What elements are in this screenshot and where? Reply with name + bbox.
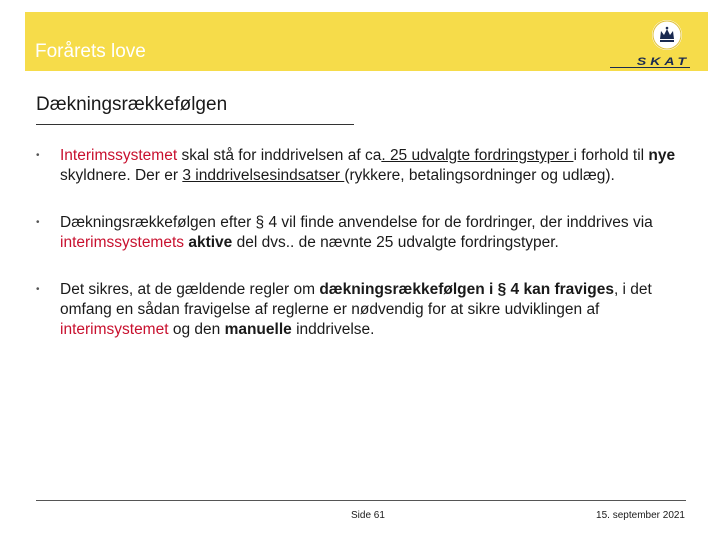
page-number: Side 61: [351, 510, 385, 521]
footer-divider: [36, 500, 686, 501]
bullet-marker: •: [36, 284, 40, 295]
skat-logo: [610, 20, 690, 68]
crown-icon: [652, 20, 682, 50]
bullet-text-segment: . 25 udvalgte fordringstyper: [381, 147, 574, 164]
bullet-text-segment: aktive: [188, 234, 233, 251]
bullet-text-segment: , i det omfang en sådan fravigelse af reglerne er nødvendig for at sikre udviklingen af: [60, 281, 652, 318]
bullet-text-segment: Dækningsrækkefølgen efter § 4 vil finde anvendelse for de fordringer, der inddrives via: [60, 214, 653, 231]
bullet-text-segment: 3 inddrivelsesindsatser: [182, 167, 345, 184]
slide-section-title: Forårets love: [35, 41, 146, 62]
bullet-marker: •: [36, 217, 40, 228]
logo-underline: [610, 67, 690, 68]
bullet-text-segment: inddrivelse.: [291, 321, 375, 338]
bullet-text-segment: (rykkere, betalingsordninger og udlæg).: [344, 167, 615, 184]
bullet-item: [36, 280, 676, 340]
bullet-text-segment: nye: [648, 147, 676, 164]
bullet-text-segment: Det sikres, at de gældende regler om: [60, 281, 320, 298]
bullet-text-segment: og den: [168, 321, 225, 338]
bullet-text-segment: manuelle: [224, 321, 292, 338]
logo-wordmark: SKAT: [636, 54, 690, 68]
bullet-text-segment: interimssystemets: [60, 234, 185, 251]
bullet-marker: •: [36, 150, 40, 161]
bullet-text-segment: del dvs.. de nævnte 25 udvalgte fordringstyper.: [232, 234, 559, 251]
slide-title: Dækningsrækkefølgen: [36, 94, 228, 115]
bullet-text-segment: skyldnere. Der er: [60, 167, 183, 184]
bullet-item: [36, 146, 676, 186]
bullet-text-segment: dækningsrækkefølgen i § 4 kan fraviges: [319, 281, 614, 298]
bullet-text-segment: Interimssystemet: [60, 147, 178, 164]
bullet-item: [36, 213, 676, 253]
footer-date: 15. september 2021: [596, 510, 685, 521]
bullet-text-segment: interimsystemet: [60, 321, 169, 338]
bullet-text-segment: i forhold til: [573, 147, 649, 164]
header-band: [25, 12, 708, 71]
bullet-text-segment: skal stå for inddrivelsen af ca: [177, 147, 382, 164]
title-divider: [36, 124, 354, 125]
bullet-list: [36, 146, 676, 367]
